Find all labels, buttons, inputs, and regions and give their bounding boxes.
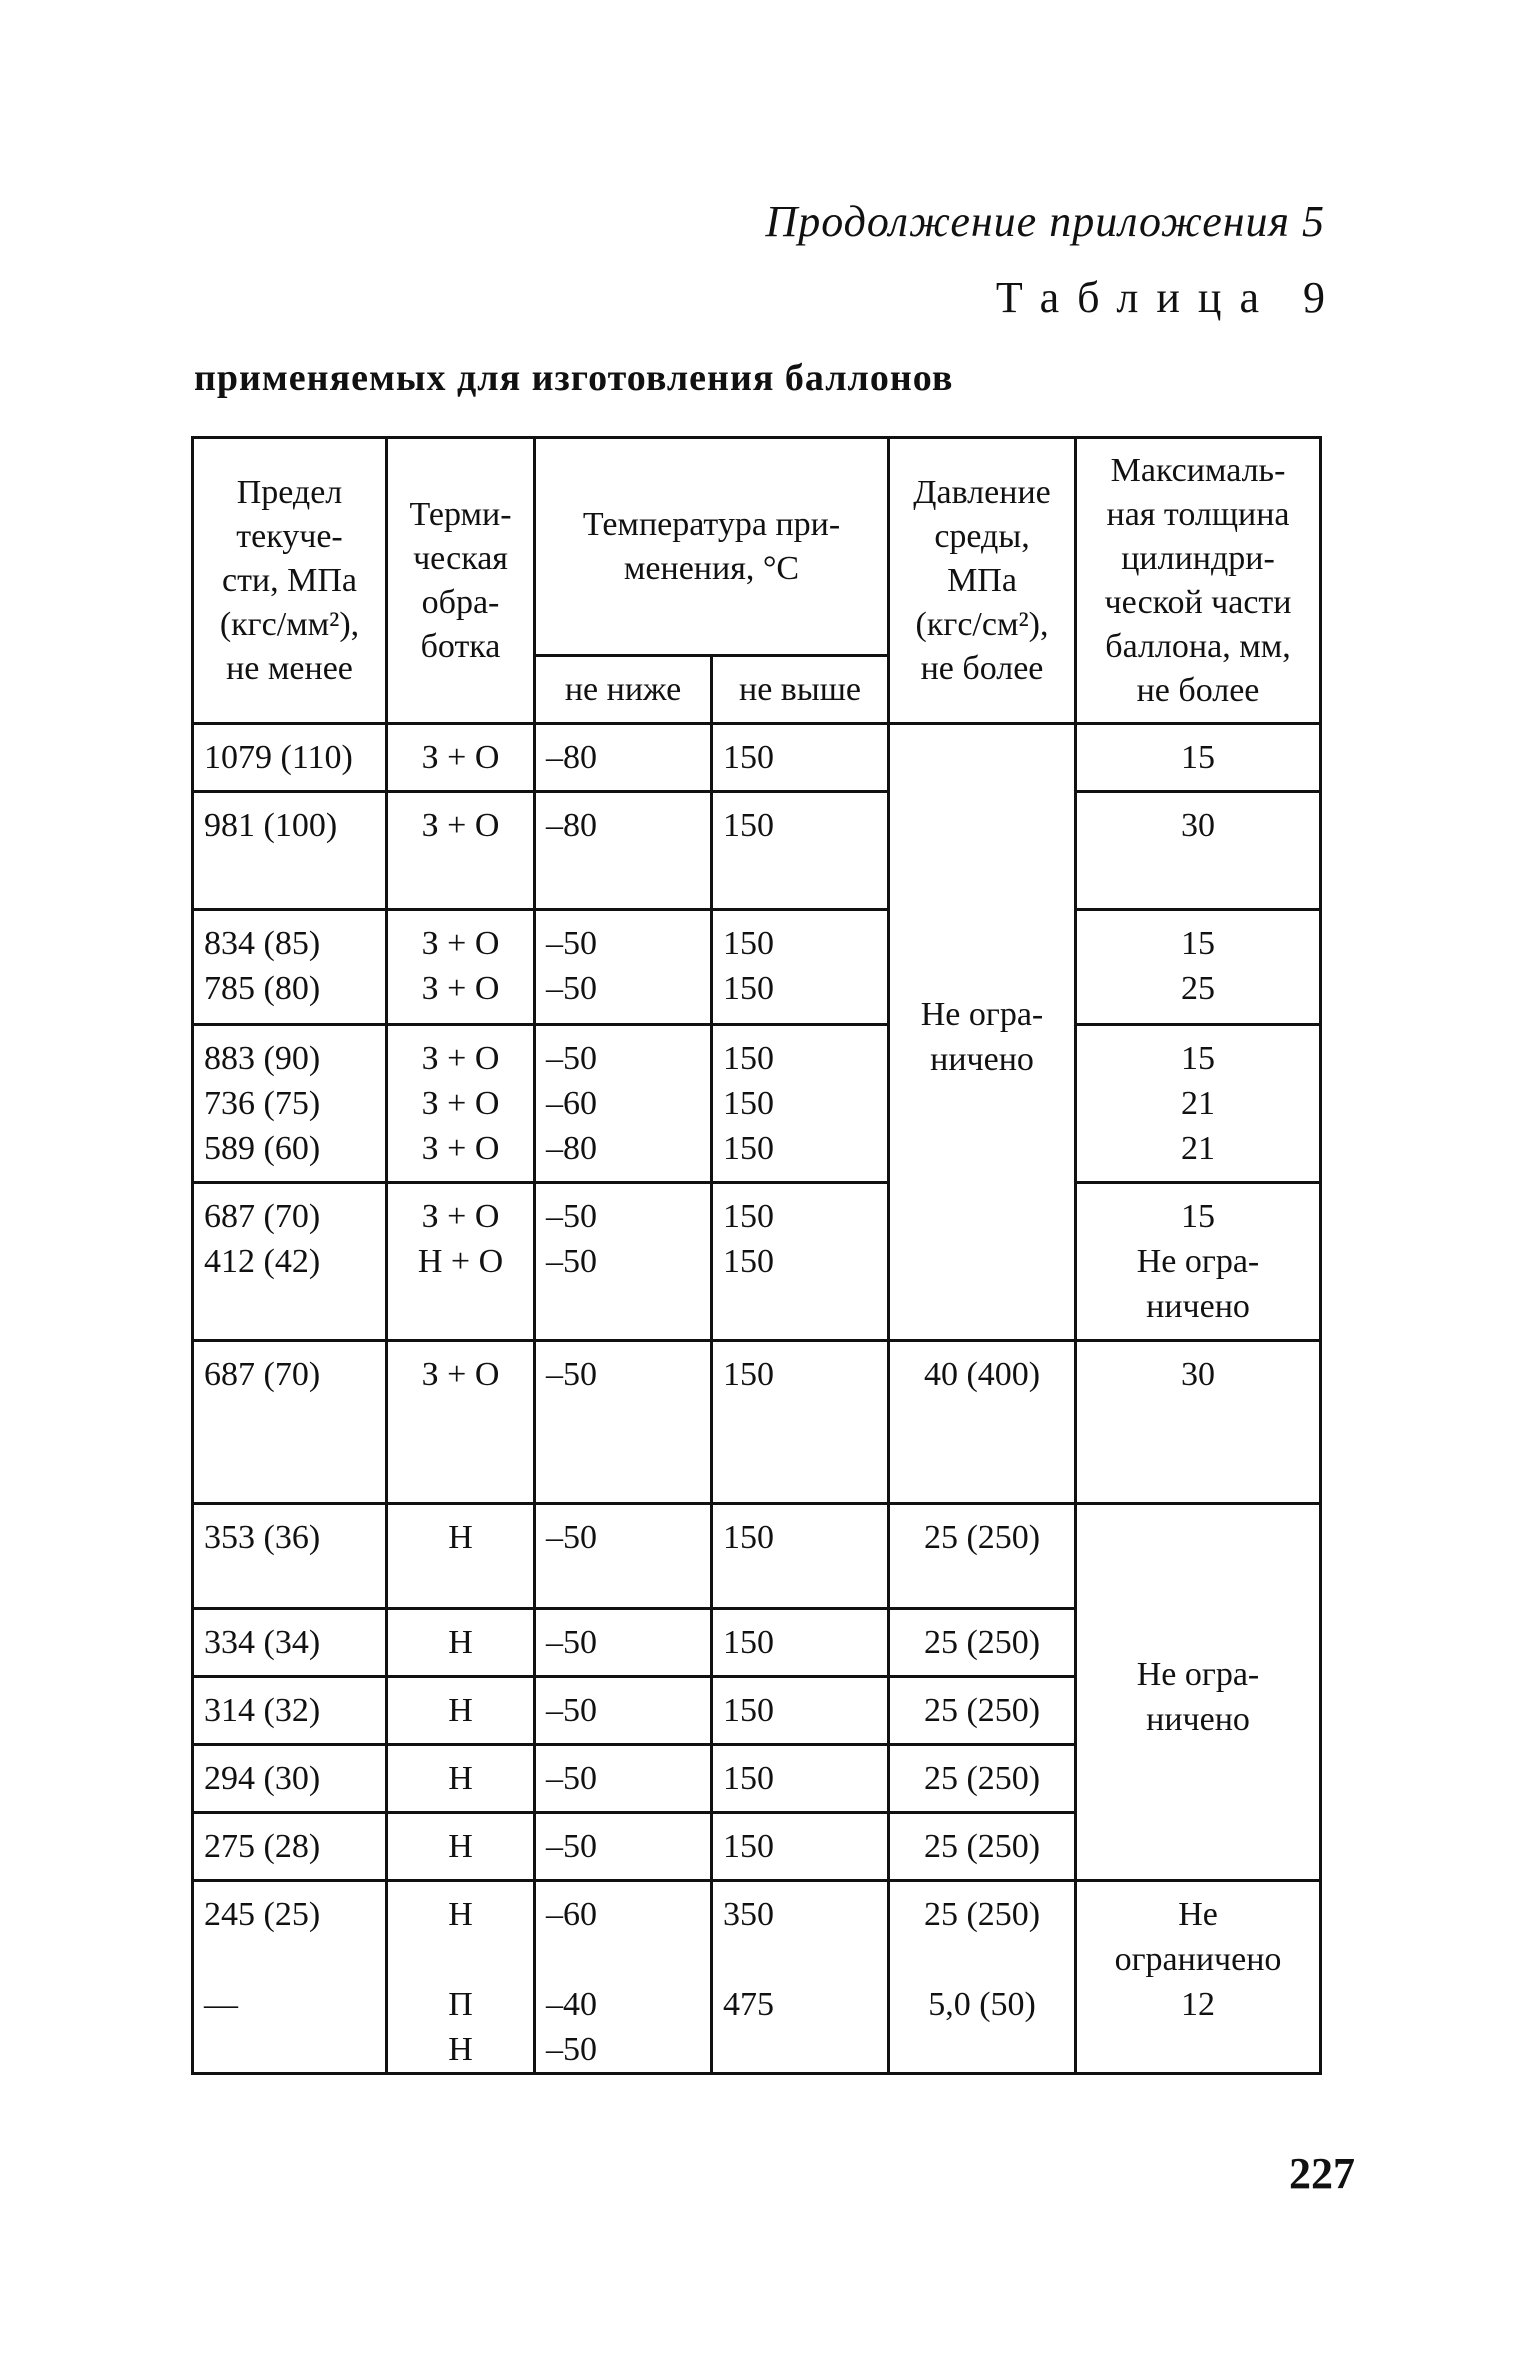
cell-temp-min: –50 –50 — [535, 1183, 712, 1341]
cell-temp-max: 150 150 150 — [712, 1025, 889, 1183]
header-temp-max: не выше — [712, 656, 889, 724]
cell-thickness: 15 Не огра- ничено — [1076, 1183, 1321, 1341]
cell-temp-min: –80 — [535, 724, 712, 792]
cell-heat-treatment: Н П Н — [387, 1881, 535, 2074]
cell-heat-treatment: З + О — [387, 792, 535, 910]
header-temp-min: не ниже — [535, 656, 712, 724]
cell-heat-treatment: Н — [387, 1677, 535, 1745]
cell-temp-max: 150 — [712, 1504, 889, 1609]
cell-thickness: 30 — [1076, 792, 1321, 910]
cell-thickness-merged: Не огра- ничено — [1076, 1504, 1321, 1881]
cell-yield: 687 (70) 412 (42) — [193, 1183, 387, 1341]
table-heading: применяемых для изготовления баллонов — [194, 357, 954, 399]
table-label-word: Таблица — [995, 273, 1277, 322]
cell-thickness: 30 — [1076, 1341, 1321, 1504]
cell-temp-max: 150 — [712, 1745, 889, 1813]
table-row — [193, 1504, 1321, 1609]
cell-thickness: Не ограничено 12 — [1076, 1881, 1321, 2074]
cell-pressure: 40 (400) — [889, 1341, 1076, 1504]
table-row — [193, 1183, 1321, 1341]
cell-temp-max: 150 — [712, 1813, 889, 1881]
cell-heat-treatment: Н — [387, 1745, 535, 1813]
cell-pressure: 25 (250) — [889, 1745, 1076, 1813]
cell-temp-max: 150 150 — [712, 1183, 889, 1341]
cell-yield: 981 (100) — [193, 792, 387, 910]
cell-yield: 314 (32) — [193, 1677, 387, 1745]
cell-temp-max: 150 — [712, 792, 889, 910]
cell-yield: 334 (34) — [193, 1609, 387, 1677]
cell-pressure-merged: Не огра- ничено — [889, 724, 1076, 1341]
cell-heat-treatment: З + О — [387, 724, 535, 792]
cell-temp-max: 150 150 — [712, 910, 889, 1025]
cell-yield: 294 (30) — [193, 1745, 387, 1813]
cell-temp-max: 150 — [712, 1609, 889, 1677]
cell-temp-min: –50 –50 — [535, 910, 712, 1025]
cell-temp-min: –50 –60 –80 — [535, 1025, 712, 1183]
header-heat-treatment: Терми- ческая обра- ботка — [387, 438, 535, 724]
cell-heat-treatment: З + О З + О З + О — [387, 1025, 535, 1183]
table-row — [193, 1341, 1321, 1504]
table-number: 9 — [1303, 273, 1325, 322]
cell-heat-treatment: З + О — [387, 1341, 535, 1504]
cell-temp-min: –50 — [535, 1609, 712, 1677]
cell-temp-min: –60 –40 –50 — [535, 1881, 712, 2074]
cell-heat-treatment: З + О З + О — [387, 910, 535, 1025]
cell-temp-max: 350 475 — [712, 1881, 889, 2074]
cell-pressure: 25 (250) — [889, 1813, 1076, 1881]
cell-heat-treatment: З + О Н + О — [387, 1183, 535, 1341]
cell-temp-max: 150 — [712, 724, 889, 792]
cell-temp-max: 150 — [712, 1341, 889, 1504]
table-row — [193, 1025, 1321, 1183]
cell-yield: 1079 (110) — [193, 724, 387, 792]
cell-yield: 353 (36) — [193, 1504, 387, 1609]
cell-pressure: 25 (250) 5,0 (50) — [889, 1881, 1076, 2074]
header-pressure: Давление среды, МПа (кгс/см²), не более — [889, 438, 1076, 724]
cell-temp-min: –80 — [535, 792, 712, 910]
table-row — [193, 792, 1321, 910]
table-row — [193, 910, 1321, 1025]
steel-properties-table — [191, 436, 1322, 2075]
continuation-caption: Продолжение приложения 5 — [765, 197, 1325, 246]
header-thickness: Максималь- ная толщина цилиндри- ческой части баллона, мм, не более — [1076, 438, 1321, 724]
cell-thickness: 15 21 21 — [1076, 1025, 1321, 1183]
cell-temp-min: –50 — [535, 1504, 712, 1609]
cell-heat-treatment: Н — [387, 1609, 535, 1677]
cell-temp-min: –50 — [535, 1677, 712, 1745]
cell-yield: 275 (28) — [193, 1813, 387, 1881]
cell-yield: 245 (25) — — [193, 1881, 387, 2074]
table-row — [193, 724, 1321, 792]
cell-yield: 834 (85) 785 (80) — [193, 910, 387, 1025]
page-number: 227 — [1289, 2149, 1355, 2198]
cell-temp-min: –50 — [535, 1341, 712, 1504]
cell-temp-max: 150 — [712, 1677, 889, 1745]
header-yield-strength: Предел текуче- сти, МПа (кгс/мм²), не менее — [193, 438, 387, 724]
cell-heat-treatment: Н — [387, 1504, 535, 1609]
cell-yield: 883 (90) 736 (75) 589 (60) — [193, 1025, 387, 1183]
cell-temp-min: –50 — [535, 1745, 712, 1813]
header-temperature: Температура при- менения, °С — [535, 438, 889, 656]
cell-temp-min: –50 — [535, 1813, 712, 1881]
cell-thickness: 15 — [1076, 724, 1321, 792]
table-body — [193, 724, 1321, 2074]
table-label — [996, 272, 1325, 323]
cell-yield: 687 (70) — [193, 1341, 387, 1504]
table-row — [193, 1881, 1321, 2074]
cell-pressure: 25 (250) — [889, 1504, 1076, 1609]
cell-heat-treatment: Н — [387, 1813, 535, 1881]
cell-pressure: 25 (250) — [889, 1677, 1076, 1745]
cell-pressure: 25 (250) — [889, 1609, 1076, 1677]
cell-thickness: 15 25 — [1076, 910, 1321, 1025]
